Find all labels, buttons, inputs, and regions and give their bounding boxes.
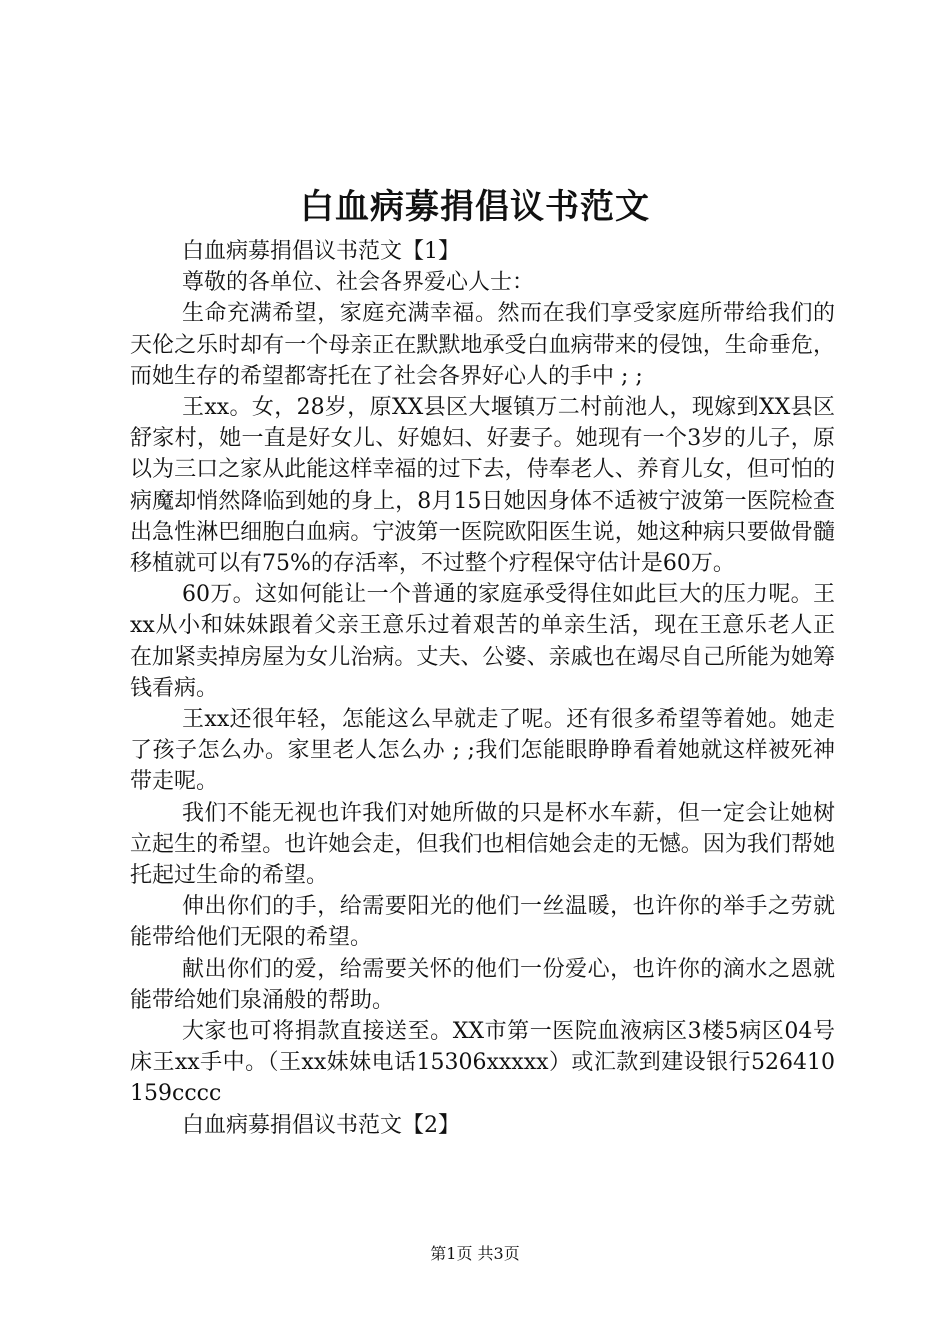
document-body xyxy=(130,236,835,1141)
section-heading-2: 白血病募捐倡议书范文【2】 xyxy=(182,1112,460,1138)
paragraph: 王xx还很年轻，怎能这么早就走了呢。还有很多希望等着她。她走了孩子怎么办。家里老人怎么办 ; ;我们怎能眼睁睁看着她就这样被死神带走呢。 xyxy=(130,707,835,795)
paragraph: 王xx。女，28岁，原XX县区大堰镇万二村前池人，现嫁到XX县区舒家村，她一直是好女儿、好媳妇、好妻子。她现有一个3岁的儿子，原以为三口之家从此能这样幸福的过下去，侍奉老人、养育儿女，但可怕的病魔却悄然降临到她的身上，8月15日她因身体不适被宁波第一医院检查出急性淋巴细胞白血病。宁波第一医院欧阳医生说，她这种病只要做骨髓移植就可以有75%的存活率，不过整个疗程保守估计是60万。 xyxy=(130,395,835,577)
page-footer: 第1页 共3页 xyxy=(430,1244,520,1263)
section-heading-1: 白血病募捐倡议书范文【1】 xyxy=(182,239,460,264)
paragraph: 60万。这如何能让一个普通的家庭承受得住如此巨大的压力呢。王xx从小和妹妹跟着父亲王意乐过着艰苦的单亲生活，现在王意乐老人正在加紧卖掉房屋为女儿治病。丈夫、公婆、亲戚也在竭尽自己所能为她筹钱看病。 xyxy=(130,582,835,701)
paragraph: 大家也可将捐款直接送至。XX市第一医院血液病区3楼5病区04号床王xx手中。（王xx妹妹电话15306xxxxx）或汇款到建设银行526410159cccc xyxy=(130,1019,835,1107)
paragraph: 献出你们的爱，给需要关怀的他们一份爱心，也许你的滴水之恩就能带给她们泉涌般的帮助。 xyxy=(130,956,835,1013)
paragraph: 生命充满希望，家庭充满幸福。然而在我们享受家庭所带给我们的天伦之乐时却有一个母亲正在默默地承受白血病带来的侵蚀，生命垂危，而她生存的希望都寄托在了社会各界好心人的手中 ; ; xyxy=(130,301,835,389)
salutation: 尊敬的各单位、社会各界爱心人士： xyxy=(182,270,535,296)
document-title: 白血病募捐倡议书范文 xyxy=(300,187,650,227)
paragraph: 我们不能无视也许我们对她所做的只是杯水车薪，但一定会让她树立起生的希望。也许她会走，但我们也相信她会走的无憾。因为我们帮她托起过生命的希望。 xyxy=(130,800,835,889)
paragraph: 伸出你们的手，给需要阳光的他们一丝温暖，也许你的举手之劳就能带给他们无限的希望。 xyxy=(130,894,835,951)
